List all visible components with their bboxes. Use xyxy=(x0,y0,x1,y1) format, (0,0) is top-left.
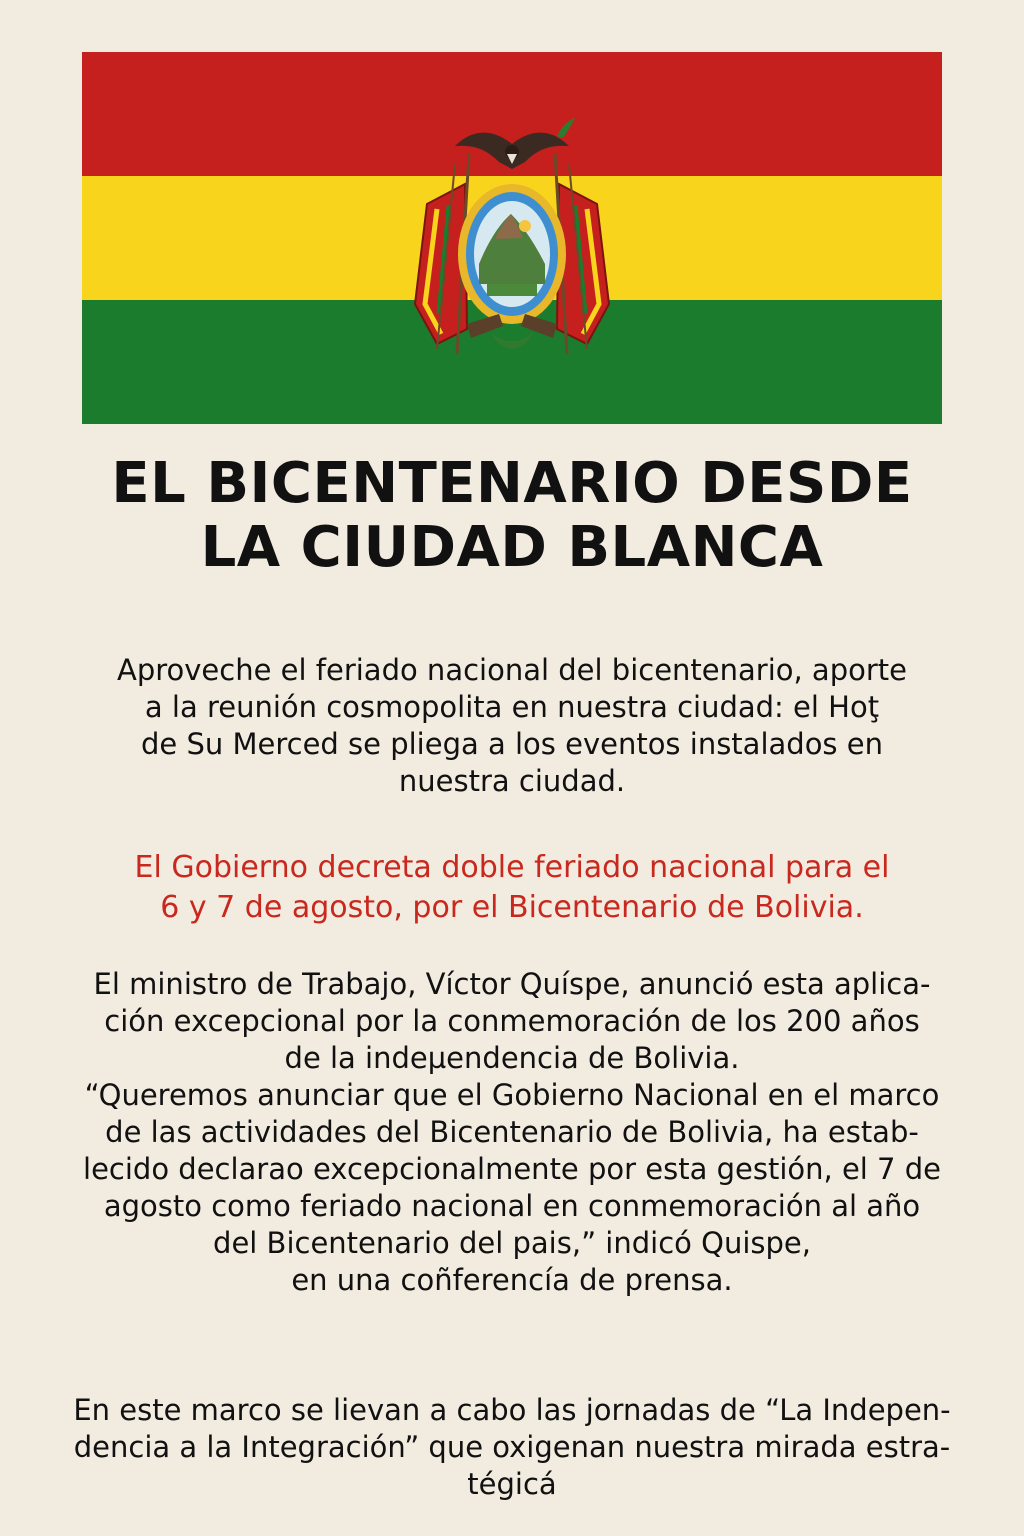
text-line: agosto como feriado nacional en conmemoración al año xyxy=(103,1189,921,1223)
text-line: de las actividades del Bicentenario de Bolivia, ha estab- xyxy=(105,1115,919,1149)
text-line: dencia a la Integración” que oxigenan nuestra mirada estra- xyxy=(73,1430,951,1464)
headline xyxy=(60,848,964,928)
page-title xyxy=(40,452,984,580)
text-line: de la indeµendencia de Bolivia. xyxy=(284,1041,740,1075)
coat-of-arms-icon xyxy=(407,114,617,374)
text-line: en una coñferencía de prensa. xyxy=(291,1263,733,1297)
text-line: Aproveche el feriado nacional del bicentenario, aporte xyxy=(116,653,907,687)
text-line: El ministro de Trabajo, Víctor Quíspe, anunció esta aplica- xyxy=(93,967,931,1001)
text-line: nuestra ciudad. xyxy=(398,764,626,798)
text-line: “Queremos anunciar que el Gobierno Nacional en el marco xyxy=(84,1078,940,1112)
bolivia-flag xyxy=(82,52,942,424)
text-line: a la reunión cosmopolita en nuestra ciudad: el Hoţ xyxy=(144,690,880,724)
text-line: En este marco se lievan a cabo las jornadas de “La Indepen- xyxy=(73,1393,951,1427)
headline-line: El Gobierno decreta doble feriado nacional para el xyxy=(134,850,890,885)
text-line: tégicá xyxy=(467,1467,557,1501)
body-paragraph-2 xyxy=(60,1392,964,1503)
text-line: de Su Merced se pliega a los eventos instalados en xyxy=(141,727,883,761)
title-line: EL BICENTENARIO DESDE xyxy=(111,451,913,516)
headline-line: 6 y 7 de agosto, por el Bicentenario de Bolivia. xyxy=(160,890,864,925)
intro-paragraph xyxy=(60,652,964,800)
condor-icon xyxy=(455,118,575,169)
text-line: ción excepcional por la conmemoración de los 200 años xyxy=(104,1004,920,1038)
title-line: LA CIUDAD BLANCA xyxy=(200,515,824,580)
text-line: lecido declarao excepcionalmente por esta gestión, el 7 de xyxy=(83,1152,941,1186)
text-line: del Bicentenario del pais,” indicó Quispe, xyxy=(213,1226,811,1260)
coat-cartouche xyxy=(458,184,566,324)
body-paragraph-1 xyxy=(60,966,964,1299)
